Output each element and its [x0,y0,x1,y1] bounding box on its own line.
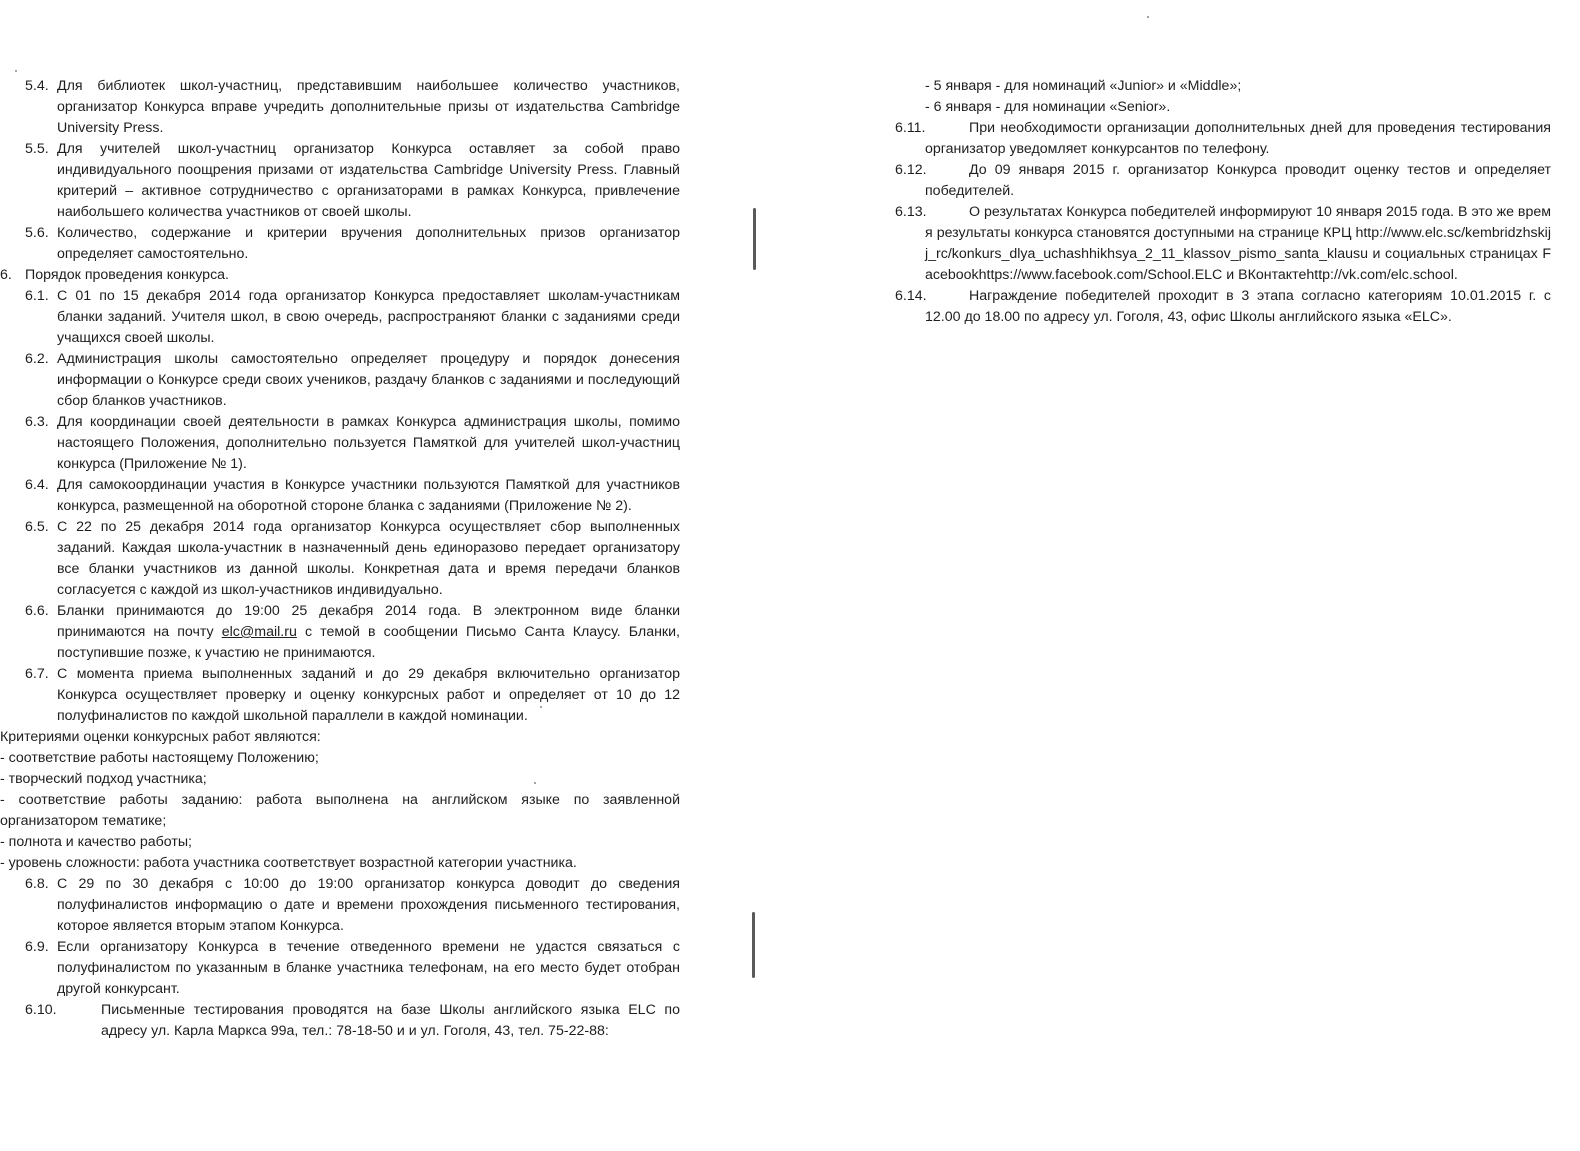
clause-text: С 22 по 25 декабря 2014 года организатор Конкурса осуществляет сбор выполненных заданий. Каждая школа-участник в назначенный день единоразово передает организатору все бланки участников из данной школы. Конкретная дата и время передачи бланков согласуется с каждой из школ-участников индивидуально. [57,519,680,598]
clause-6-6 [0,601,680,664]
date-item: - 5 января - для номинаций «Junior» и «Middle»; [925,78,1242,94]
section-number: 6. [0,267,12,283]
clause-number: 6.12. [895,162,927,178]
clause-number: 6.2. [25,351,49,367]
clause-6-13 [895,202,1551,286]
clause-5-6 [0,223,680,265]
clause-number: 6.7. [25,666,49,682]
scan-speck [15,70,17,72]
clause-text: Администрация школы самостоятельно определяет процедуру и порядок донесения информации о Конкурсе среди своих учеников, раздачу бланков с заданиями и последующий сбор бланков участников. [57,351,680,409]
clause-text [57,601,680,664]
criteria-heading: Критериями оценки конкурсных работ являются: [0,729,321,745]
clause-number: 5.6. [25,225,49,241]
clause-text: Для координации своей деятельности в рамках Конкурса администрация школы, помимо настоящего Положения, дополнительно пользуется Памяткой для учителей школ-участниц конкурса (Приложение № 1). [57,414,680,472]
clause-number: 6.14. [895,288,927,304]
clause-text: С 29 по 30 декабря с 10:00 до 19:00 организатор конкурса доводит до сведения полуфиналистов информацию о дате и времени прохождения письменного тестирования, которое является вторым этапом Конкурса. [57,876,680,934]
clause-text: Для самокоординации участия в Конкурсе участники пользуются Памяткой для участников конкурса, размещенной на оборотной стороне бланка с заданиями (Приложение № 2). [57,477,680,514]
criteria-item: - уровень сложности: работа участника соответствует возрастной категории участника. [0,855,577,871]
scan-speck [540,706,542,708]
clause-number: 5.4. [25,78,49,94]
criteria-item: - соответствие работы заданию: работа выполнена на английском языке по заявленной организатором тематике; [0,792,680,829]
clause-number: 6.3. [25,414,49,430]
right-page [895,76,1551,328]
email-link[interactable]: elc@mail.ru [221,624,297,640]
clause-6-9 [0,937,680,1000]
clause-number: 6.5. [25,519,49,535]
binder-mark [752,912,755,978]
left-page [0,76,680,1042]
clause-text: До 09 января 2015 г. организатор Конкурса проводит оценку тестов и определяет победителей. [925,162,1551,199]
clause-text: С 01 по 15 декабря 2014 года организатор Конкурса предоставляет школам-участникам бланки заданий. Учителя школ, в свою очередь, распространяют бланки с заданиями среди учащихся своей школы. [57,288,680,346]
clause-text-before: Бланки принимаются до 19:00 25 декабря 2014 года. В электронном виде бланки принимаются на почту [57,603,680,640]
clause-text: Для библиотек школ-участниц, представившим наибольшее количество участников, организатор Конкурса вправе учредить дополнительные призы от издательства Cambridge University Press. [57,78,680,136]
clause-text: Если организатору Конкурса в течение отведенного времени не удастся связаться с полуфиналистом по указанным в бланке участника телефонам, на его место будет отобран другой конкурсант. [57,939,680,997]
binder-mark [753,208,756,270]
clause-number: 5.5. [25,141,49,157]
section-title: Порядок проведения конкурса. [25,267,230,283]
scan-speck [1147,16,1149,18]
clause-6-1 [0,286,680,349]
scan-speck [534,782,536,784]
clause-text: О результатах Конкурса победителей информируют 10 января 2015 года. В это же время результаты конкурса становятся доступными на странице КРЦ http://www.elc.sc/kembridzhskijj_rc/konkurs_dlya_uchashhikhsya_2_11_klassov_pismo_santa_klausu и социальных страницах Facebookhttps://www.facebook.com/School.ELC и ВКонтактеhttp://vk.com/elc.school. [925,204,1551,283]
section-6-heading [0,265,680,286]
clause-6-11 [895,118,1551,160]
clause-5-5 [0,139,680,223]
clause-number: 6.4. [25,477,49,493]
clause-6-7 [0,664,680,727]
clause-number: 6.8. [25,876,49,892]
criteria-item: - творческий подход участника; [0,771,207,787]
clause-6-10 [0,1000,680,1042]
clause-6-12 [895,160,1551,202]
clause-text-after: с темой в сообщении Письмо Санта Клаусу. Бланки, поступившие позже, к участию не принимаются. [57,624,680,661]
date-item: - 6 января - для номинации «Senior». [925,99,1171,115]
clause-5-4 [0,76,680,139]
clause-number: 6.6. [25,603,49,619]
clause-text: Количество, содержание и критерии вручения дополнительных призов организатор определяет самостоятельно. [57,225,680,262]
clause-6-8 [0,874,680,937]
clause-number: 6.1. [25,288,49,304]
clause-text: При необходимости организации дополнительных дней для проведения тестирования организатор уведомляет конкурсантов по телефону. [925,120,1551,157]
clause-number: 6.13. [895,204,927,220]
clause-text: С момента приема выполненных заданий и до 29 декабря включительно организатор Конкурса осуществляет проверку и оценку конкурсных работ и определяет от 10 до 12 полуфиналистов по каждой школьной параллели в каждой номинации. [57,666,680,724]
clause-text: Для учителей школ-участниц организатор Конкурса оставляет за собой право индивидуального поощрения призами от издательства Cambridge University Press. Главный критерий – активное сотрудничество с организаторами в рамках Конкурса, привлечение наибольшего количества участников от своей школы. [57,141,680,220]
clause-text: Награждение победителей проходит в 3 этапа согласно категориям 10.01.2015 г. с 12.00 до 18.00 по адресу ул. Гоголя, 43, офис Школы английского языка «ELC». [925,288,1551,325]
clause-6-3 [0,412,680,475]
clause-6-4 [0,475,680,517]
criteria-item: - полнота и качество работы; [0,834,192,850]
clause-number: 6.11. [895,120,926,136]
clause-number: 6.10. [25,1002,57,1018]
clause-6-5 [0,517,680,601]
criteria-item: - соответствие работы настоящему Положению; [0,750,319,766]
clause-number: 6.9. [25,939,49,955]
clause-6-14 [895,286,1551,328]
clause-6-2 [0,349,680,412]
clause-text: Письменные тестирования проводятся на базе Школы английского языка ELC по адресу ул. Карла Маркса 99а, тел.: 78-18-50 и и ул. Гоголя, 43, тел. 75-22-88: [101,1002,680,1039]
